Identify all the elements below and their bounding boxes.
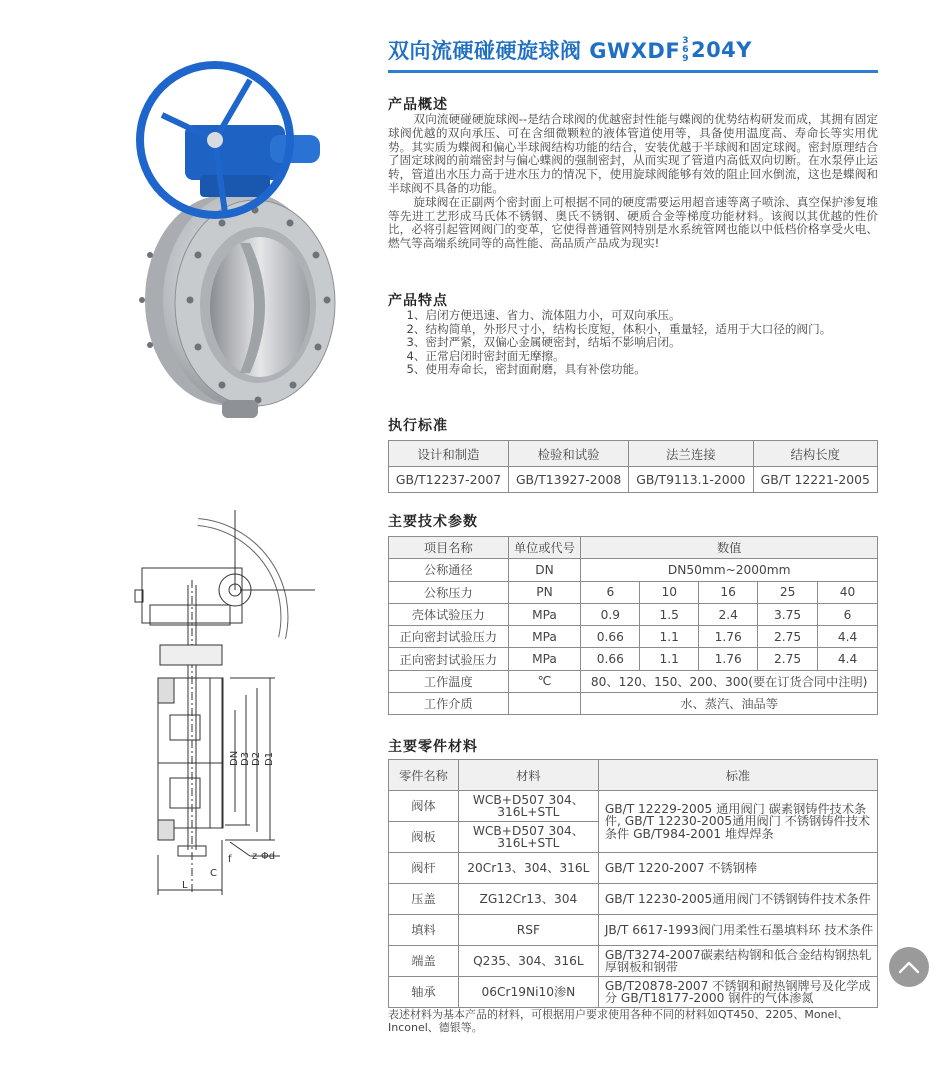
- table-cell: GB/T9113.1-2000: [629, 467, 753, 493]
- svg-text:D3: D3: [240, 751, 251, 766]
- param-value: 4.4: [818, 626, 878, 648]
- table-row: [389, 853, 878, 884]
- part-material: Q235、304、316L: [458, 946, 598, 977]
- param-value: 1.1: [640, 648, 699, 670]
- materials-footnote: 表述材料为基本产品的材料，可根据用户要求使用各种不同的材料如QT450、2205、Monel、Inconel、德银等。: [388, 1008, 849, 1034]
- param-value: 1.5: [640, 603, 699, 625]
- param-unit: MPa: [508, 648, 581, 670]
- feature-item: 4、正常启闭时密封面无摩擦。: [406, 348, 565, 363]
- title-prefix: 双向流硬碰硬旋球阀 GWXDF: [388, 39, 681, 63]
- param-value: 6: [818, 603, 878, 625]
- param-value: 水、蒸汽、油品等: [581, 693, 878, 715]
- table-header: 数值: [581, 537, 878, 559]
- table-row: [389, 467, 878, 493]
- part-standard: GB/T3274-2007碳素结构钢和低合金结构钢热轧厚钢板和钢带: [598, 946, 877, 977]
- param-value: 2.75: [758, 648, 818, 670]
- param-value: 0.9: [581, 603, 640, 625]
- param-unit: MPa: [508, 626, 581, 648]
- part-name: 轴承: [389, 977, 459, 1008]
- param-value: 40: [818, 581, 878, 603]
- param-name: 公称通径: [389, 559, 509, 581]
- param-value: 1.76: [699, 626, 758, 648]
- param-value: 3.75: [758, 603, 818, 625]
- param-value: 2.75: [758, 626, 818, 648]
- table-row: [389, 693, 878, 715]
- part-name: 填料: [389, 915, 459, 946]
- table-cell: GB/T12237-2007: [389, 467, 509, 493]
- butterfly-valve-image: [130, 55, 350, 420]
- table-row: [389, 648, 878, 670]
- part-material: WCB+D507 304、316L+STL: [458, 791, 598, 822]
- standards-heading: 执行标准: [388, 418, 448, 434]
- table-row: [389, 670, 878, 692]
- param-value: 0.66: [581, 626, 640, 648]
- param-value: 1.76: [699, 648, 758, 670]
- param-value: 6: [581, 581, 640, 603]
- features-list: [388, 309, 878, 377]
- params-table: [388, 536, 878, 715]
- part-material: 06Cr19Ni10渗N: [458, 977, 598, 1008]
- table-header: 法兰连接: [629, 441, 753, 467]
- table-row: [389, 626, 878, 648]
- param-unit: [508, 693, 581, 715]
- feature-item: 2、结构简单，外形尺寸小，结构长度短，体积小，重量轻，适用于大口径的阀门。: [406, 321, 832, 336]
- svg-text:L: L: [182, 880, 188, 891]
- part-material: 20Cr13、304、316L: [458, 853, 598, 884]
- part-name: 阀杆: [389, 853, 459, 884]
- param-unit: ℃: [508, 670, 581, 692]
- param-name: 正向密封试验压力: [389, 648, 509, 670]
- table-cell: GB/T 12221-2005: [753, 467, 877, 493]
- table-header-row: [389, 537, 878, 559]
- table-header: 项目名称: [389, 537, 509, 559]
- param-value: DN50mm~2000mm: [581, 559, 878, 581]
- table-header-row: [389, 441, 878, 467]
- param-name: 壳体试验压力: [389, 603, 509, 625]
- chevron-up-icon: [898, 960, 920, 974]
- param-value: 80、120、150、200、300(要在订货合同中注明): [581, 670, 878, 692]
- product-photo: [130, 55, 350, 420]
- table-header: 零件名称: [389, 760, 459, 791]
- svg-text:D2: D2: [251, 751, 262, 766]
- feature-item: 1、启闭方便迅速、省力、流体阻力小，可双向承压。: [406, 308, 681, 322]
- title-divider: [388, 70, 878, 73]
- overview-text: [388, 113, 878, 251]
- page-title: [388, 33, 752, 67]
- overview-paragraph: 双向流硬碰硬旋球阀--是结合球阀的优越密封性能与蝶阀的优势结构研发而成，其拥有固定球阀优越的双向承压、可在含细微颗粒的液体管道使用等，具备使用温度高、寿命长等实用优势。其实质为蝶阀和偏心半球阀结构功能的结合，安装优越于半球阀和固定球阀。密封原理结合了固定球阀的前端密封与偏心蝶阀的强制密封，从而实现了管道内高低双向切断。在水泵停止运转，管道出水压力高于进水压力的情况下，使用旋球阀能够有效的阻止回水倒流，这也是蝶阀和半球阀不具备的功能。: [388, 112, 878, 195]
- table-row: [389, 603, 878, 625]
- part-standard: JB/T 6617-1993阀门用柔性石墨填料环 技术条件: [598, 915, 877, 946]
- param-value: 4.4: [818, 648, 878, 670]
- param-name: 公称压力: [389, 581, 509, 603]
- part-name: 端盖: [389, 946, 459, 977]
- table-header: 单位或代号: [508, 537, 581, 559]
- part-standard: GB/T 12230-2005通用阀门不锈钢铸件技术条件: [598, 884, 877, 915]
- table-header: 检验和试验: [509, 441, 629, 467]
- table-header: 标准: [598, 760, 877, 791]
- table-cell: GB/T13927-2008: [509, 467, 629, 493]
- table-header: 设计和制造: [389, 441, 509, 467]
- part-material: ZG12Cr13、304: [458, 884, 598, 915]
- svg-text:C: C: [210, 868, 217, 879]
- materials-table: [388, 759, 878, 1008]
- svg-text:f: f: [228, 854, 232, 865]
- features-heading: 产品特点: [388, 293, 448, 309]
- table-row: [389, 791, 878, 822]
- pressure-class-fraction: 3 6 9: [682, 35, 689, 64]
- overview-paragraph: 旋球阀在正副两个密封面上可根据不同的硬度需要运用超音速等离子喷涂、真空保护渗复堆等先进工艺形成马氏体不锈钢、奥氏不锈钢、硬质合金等梯度功能材料。该阀以其优越的性价比，必将引起管网阀门的变革，它使得普通管网特别是水系统管网也能以中低档价格享受火电、燃气等高端系统同等的高性能、高品质产品成为现实!: [388, 194, 878, 251]
- param-unit: DN: [508, 559, 581, 581]
- part-standard: GB/T 1220-2007 不锈钢棒: [598, 853, 877, 884]
- table-header: 材料: [458, 760, 598, 791]
- svg-text:DN: DN: [229, 750, 240, 766]
- table-row: [389, 559, 878, 581]
- params-heading: 主要技术参数: [388, 514, 478, 530]
- table-row: [389, 581, 878, 603]
- param-value: 2.4: [699, 603, 758, 625]
- svg-text:z-Φd: z-Φd: [252, 851, 276, 862]
- param-value: 10: [640, 581, 699, 603]
- feature-item: 5、使用寿命长，密封面耐磨，具有补偿功能。: [406, 362, 646, 377]
- overview-heading: 产品概述: [388, 97, 448, 113]
- table-header: 结构长度: [753, 441, 877, 467]
- param-name: 工作介质: [389, 693, 509, 715]
- part-standard: GB/T20878-2007 不锈钢和耐热钢牌号及化学成分 GB/T18177-2000 钢件的气体渗氮: [598, 977, 877, 1008]
- table-header-row: [389, 760, 878, 791]
- title-suffix: 204Y: [690, 38, 752, 62]
- svg-text:D1: D1: [264, 751, 275, 766]
- table-row: [389, 946, 878, 977]
- part-material: RSF: [458, 915, 598, 946]
- materials-heading: 主要零件材料: [388, 739, 478, 755]
- param-unit: MPa: [508, 603, 581, 625]
- param-unit: PN: [508, 581, 581, 603]
- param-value: 16: [699, 581, 758, 603]
- part-name: 阀板: [389, 822, 459, 853]
- part-material: WCB+D507 304、316L+STL: [458, 822, 598, 853]
- param-name: 工作温度: [389, 670, 509, 692]
- param-value: 1.1: [640, 626, 699, 648]
- standards-table: [388, 440, 878, 493]
- table-row: [389, 977, 878, 1008]
- param-value: 25: [758, 581, 818, 603]
- table-row: [389, 884, 878, 915]
- part-name: 压盖: [389, 884, 459, 915]
- part-name: 阀体: [389, 791, 459, 822]
- param-value: 0.66: [581, 648, 640, 670]
- dimension-drawing: [130, 510, 330, 900]
- back-to-top-button[interactable]: [889, 947, 929, 987]
- part-standard: GB/T 12229-2005 通用阀门 碳素钢铸件技术条件, GB/T 12230-2005通用阀门 不锈钢铸件技术条件 GB/T984-2001 堆焊焊条: [598, 791, 877, 853]
- table-row: [389, 915, 878, 946]
- feature-item: 3、密封严紧，双偏心金属硬密封，结垢不影响启闭。: [406, 335, 681, 350]
- param-name: 正向密封试验压力: [389, 626, 509, 648]
